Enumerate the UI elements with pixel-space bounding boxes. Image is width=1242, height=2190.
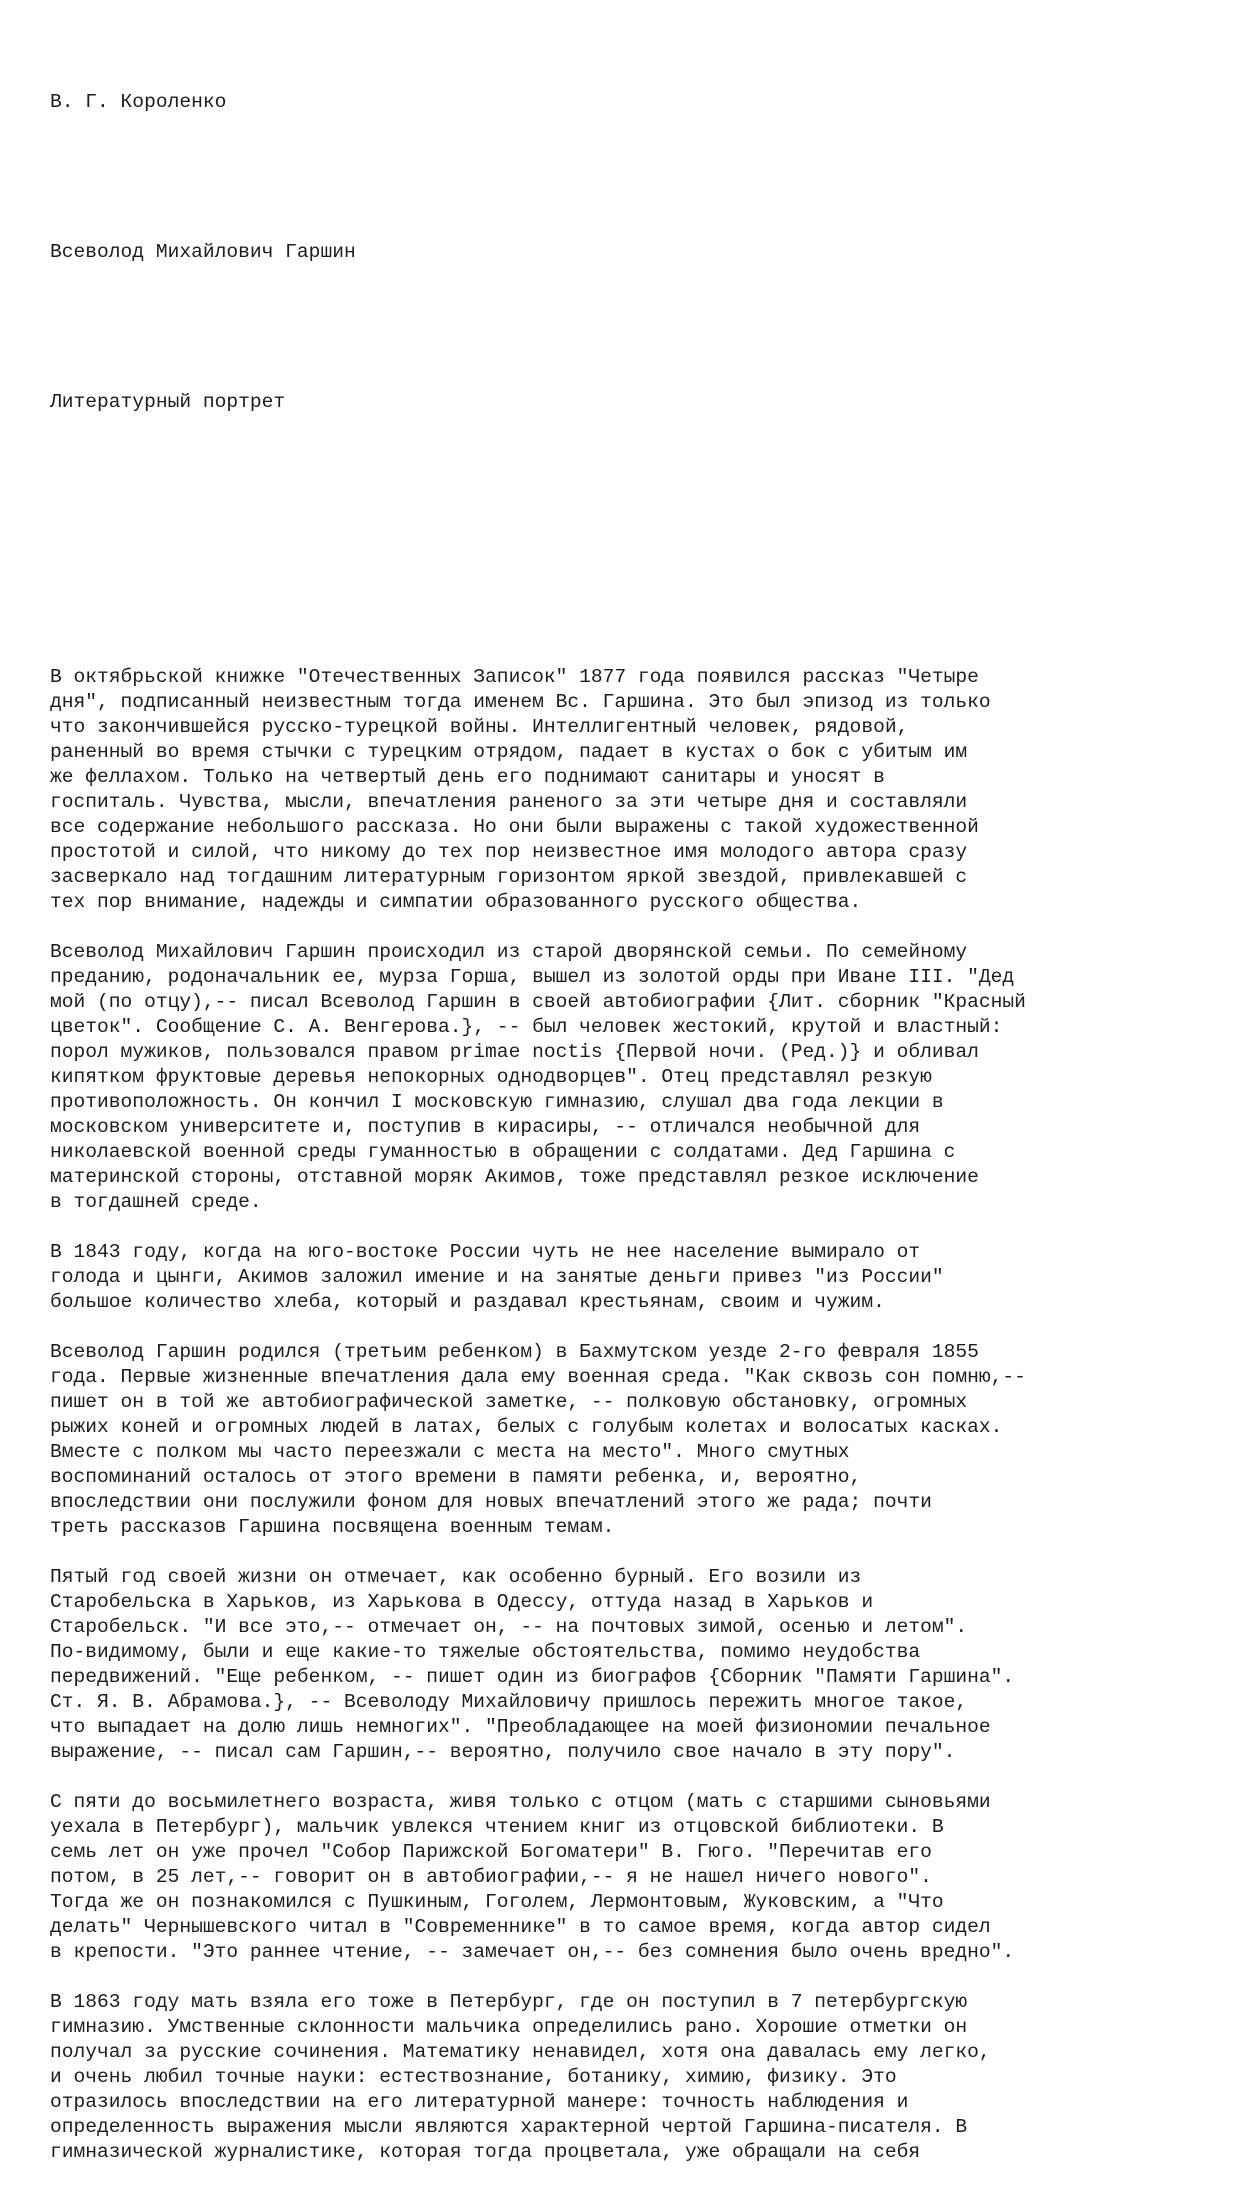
spacer [50,165,1200,190]
text-line: По-видимому, были и еще какие-то тяжелые обстоятельства, помимо неудобства [50,1641,921,1663]
text-line: определенность выражения мысли являются характерной чертой Гаршина-писателя. В [50,2116,968,2138]
text-line: и очень любил точные науки: естествознание, ботанику, химию, физику. Это [50,2066,897,2088]
text-line: С пяти до восьмилетнего возраста, живя только с отцом (мать с старшими сыновьями [50,1791,991,1813]
author-line: В. Г. Короленко [50,91,227,113]
paragraph [50,1565,1200,1765]
text-line: гимназической журналистике, которая тогда процветала, уже обращали на себя [50,2141,921,2163]
text-line: впоследствии они послужили фоном для новых впечатлений этого же рада; почти [50,1491,932,1513]
document-page [50,40,1200,2190]
paragraph-gap [50,1765,1200,1790]
paragraph [50,1990,1200,2165]
text-line: в крепости. "Это раннее чтение, -- замечает он,-- без сомнения было очень вредно". [50,1941,1015,1963]
text-line: засверкало над тогдашним литературным горизонтом яркой звездой, привлекавшей с [50,866,968,888]
paragraph [50,940,1200,1215]
text-line: все содержание небольшого рассказа. Но они были выражены с такой художественной [50,816,979,838]
paragraph [50,1790,1200,1965]
text-line: Ст. Я. В. Абрамова.}, -- Всеволоду Михайловичу пришлось пережить многое такое, [50,1691,968,1713]
paragraph-gap [50,915,1200,940]
paragraph [50,1240,1200,1315]
text-line: потом, в 25 лет,-- говорит он в автобиографии,-- я не нашел ничего нового". [50,1866,932,1888]
document-title: Всеволод Михайлович Гаршин [50,241,356,263]
text-line: отразилось впоследствии на его литературной манере: точность наблюдения и [50,2091,909,2113]
text-line: кипятком фруктовые деревья непокорных однодворцев". Отец представлял резкую [50,1066,932,1088]
text-line: мой (по отцу),-- писал Всеволод Гаршин в своей автобиографии {Лит. сборник "Красный [50,991,1026,1013]
text-line: получал за русские сочинения. Математику ненавидел, хотя она давалась ему легко, [50,2041,991,2063]
text-line: выражение, -- писал сам Гаршин,-- вероятно, получило свое начало в эту пору". [50,1741,956,1763]
text-line: передвижений. "Еще ребенком, -- пишет один из биографов {Сборник "Памяти Гаршина". [50,1666,1015,1688]
text-line: делать" Чернышевского читал в "Современнике" в то самое время, когда автор сидел [50,1916,991,1938]
text-line: преданию, родоначальник ее, мурза Горша, вышел из золотой орды при Иване III. "Дед [50,966,1015,988]
text-line: В 1843 году, когда на юго-востоке России чуть не нее население вымирало от [50,1241,921,1263]
text-line: гимназию. Умственные склонности мальчика определились рано. Хорошие отметки он [50,2016,968,2038]
text-line: воспоминаний осталось от этого времени в памяти ребенка, и, вероятно, [50,1466,862,1488]
text-line: семь лет он уже прочел "Собор Парижской Богоматери" В. Гюго. "Перечитав его [50,1841,932,1863]
text-line: что выпадает на долю лишь немногих". "Преобладающее на моей физиономии печальное [50,1716,991,1738]
text-line: Старобельска в Харьков, из Харькова в Одессу, оттуда назад в Харьков и [50,1591,874,1613]
text-line: противоположность. Он кончил I московскую гимназию, слушал два года лекции в [50,1091,944,1113]
text-line: что закончившейся русско-турецкой войны. Интеллигентный человек, рядовой, [50,716,909,738]
paragraph-gap [50,1315,1200,1340]
text-line: уехала в Петербург), мальчик увлекся чтением книг из отцовской библиотеки. В [50,1816,944,1838]
text-line: николаевской военной среды гуманностью в обращении с солдатами. Дед Гаршина с [50,1141,956,1163]
text-line: пишет он в той же автобиографической заметке, -- полковую обстановку, огромных [50,1391,968,1413]
text-line: Старобельск. "И все это,-- отмечает он, -- на почтовых зимой, осенью и летом". [50,1616,968,1638]
text-line: треть рассказов Гаршина посвящена военным темам. [50,1516,615,1538]
text-line: же феллахом. Только на четвертый день его поднимают санитары и уносят в [50,766,885,788]
text-line: Тогда же он познакомился с Пушкиным, Гоголем, Лермонтовым, Жуковским, а "Что [50,1891,944,1913]
text-line: госпиталь. Чувства, мысли, впечатления раненого за эти четыре дня и составляли [50,791,968,813]
paragraph-gap [50,1965,1200,1990]
text-line: тех пор внимание, надежды и симпатии образованного русского общества. [50,891,862,913]
text-line: Всеволод Гаршин родился (третьим ребенком) в Бахмутском уезде 2-го февраля 1855 [50,1341,979,1363]
text-line: Всеволод Михайлович Гаршин происходил из старой дворянской семьи. По семейному [50,941,968,963]
text-line: раненный во время стычки с турецким отрядом, падает в кустах о бок с убитым им [50,741,968,763]
spacer [50,565,1200,590]
paragraph [50,1340,1200,1540]
text-line: дня", подписанный неизвестным тогда именем Вс. Гаршина. Это был эпизод из только [50,691,991,713]
text-line: В 1863 году мать взяла его тоже в Петербург, где он поступил в 7 петербургскую [50,1991,968,2013]
text-line: цветок". Сообщение С. А. Венгерова.}, -- был человек жестокий, крутой и властный: [50,1016,1003,1038]
paragraph-gap [50,1540,1200,1565]
text-line: в тогдашней среде. [50,1191,262,1213]
text-line: порол мужиков, пользовался правом primae noctis {Первой ночи. (Ред.)} и обливал [50,1041,979,1063]
spacer [50,465,1200,515]
text-line: простотой и силой, что никому до тех пор неизвестное имя молодого автора сразу [50,841,968,863]
text-line: Пятый год своей жизни он отмечает, как особенно бурный. Его возили из [50,1566,862,1588]
text-line: Вместе с полком мы часто переезжали с места на место". Много смутных [50,1441,850,1463]
body-text [50,665,1200,2165]
paragraph [50,665,1200,915]
text-line: материнской стороны, отставной моряк Акимов, тоже представлял резкое исключение [50,1166,979,1188]
text-line: В октябрьской книжке "Отечественных Записок" 1877 года появился рассказ "Четыре [50,666,979,688]
document-subtitle: Литературный портрет [50,391,286,413]
spacer [50,315,1200,340]
text-line: московском университете и, поступив в кирасиры, -- отличался необычной для [50,1116,921,1138]
text-line: года. Первые жизненные впечатления дала ему военная среда. "Как сквозь сон помню,-- [50,1366,1026,1388]
paragraph-gap [50,1215,1200,1240]
text-line: голода и цынги, Акимов заложил имение и на занятые деньги привез "из России" [50,1266,944,1288]
text-line: большое количество хлеба, который и раздавал крестьянам, своим и чужим. [50,1291,885,1313]
text-line: рыжих коней и огромных людей в латах, белых с голубым колетах и волосатых касках. [50,1416,1003,1438]
